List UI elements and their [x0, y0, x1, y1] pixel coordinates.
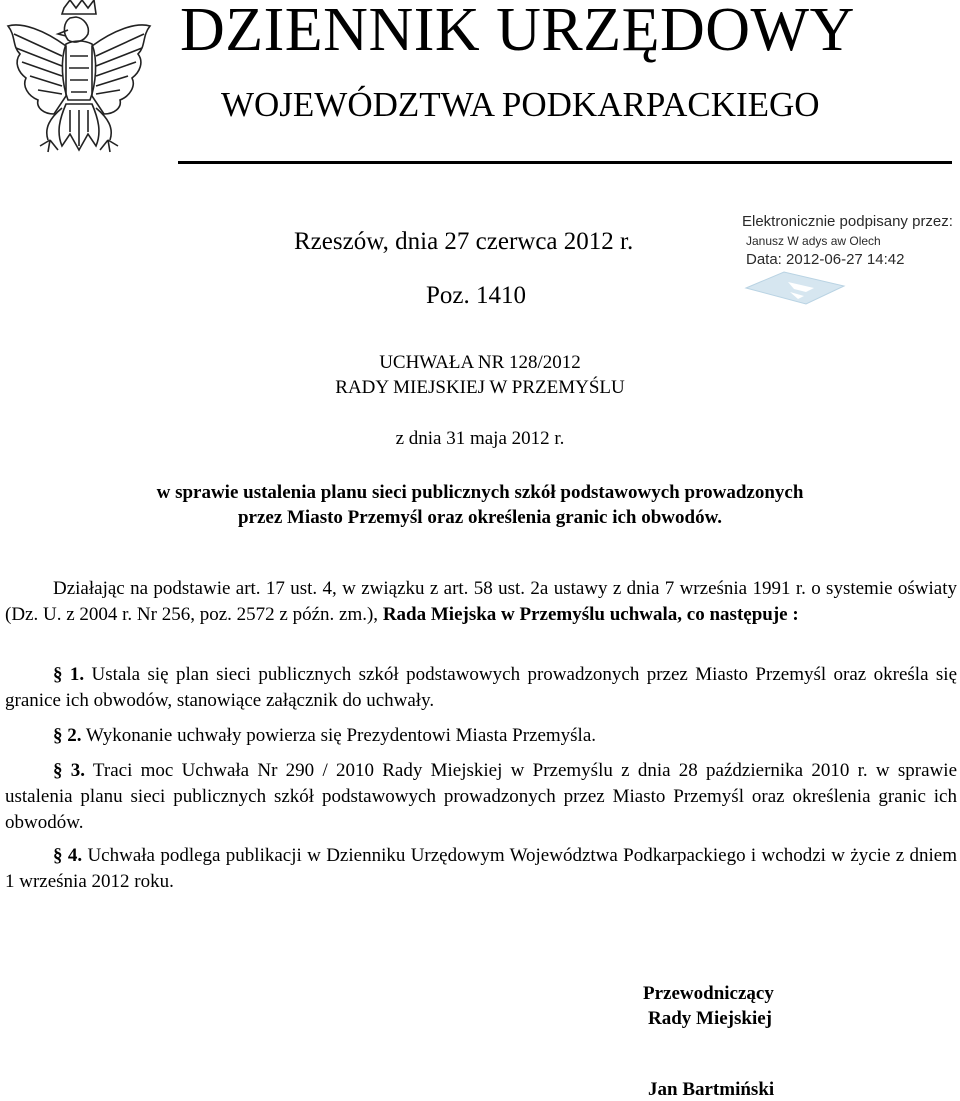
resolution-subject-line2: przez Miasto Przemyśl oraz określenia granic ich obwodów.	[237, 507, 723, 528]
place-date: Rzeszów, dnia 27 czerwca 2012 r.	[294, 228, 634, 255]
resolution-date: z dnia 31 maja 2012 r.	[395, 428, 565, 449]
preamble-enactment: Rada Miejska w Przemyślu uchwala, co następuje :	[382, 604, 799, 625]
journal-subtitle: WOJEWÓDZTWA PODKARPACKIEGO	[221, 85, 820, 124]
section-text: Ustala się plan sieci publicznych szkół podstawowych prowadzonych przez Miasto Przemyśl oraz określa się granice ich obwodów, stanowiące załącznik do uchwały.	[5, 664, 958, 711]
section-number: § 2.	[53, 725, 82, 746]
resolution-council: RADY MIEJSKIEJ W PRZEMYŚLU	[335, 377, 625, 398]
section-text: Traci moc Uchwała Nr 290 / 2010 Rady Miejskiej w Przemyślu z dnia 28 października 2010 r. w sprawie ustalenia planu sieci publicznych szkół podstawowych prowadzonych przez Miasto Przemyśl oraz określenia granic ich obwodów.	[5, 760, 958, 833]
journal-title: DZIENNIK URZĘDOWY	[180, 0, 855, 64]
header-divider	[178, 161, 952, 164]
polish-eagle-emblem-icon	[4, 0, 154, 165]
signatory-council: Rady Miejskiej	[648, 1008, 773, 1029]
preamble	[5, 576, 957, 628]
section-text: Uchwała podlega publikacji w Dzienniku Urzędowym Województwa Podkarpackiego i wchodzi w życie z dniem 1 września 2012 roku.	[5, 845, 958, 892]
section-number: § 4.	[53, 845, 83, 866]
preamble-text: Działając na podstawie art. 17 ust. 4, w związku z art. 58 ust. 2a ustawy z dnia 7 września 1991 r. o systemie oświaty (Dz. U. z 2004 r. Nr 256, poz. 2572 z późn. zm.),	[5, 578, 957, 625]
signature-date: Data: 2012-06-27 14:42	[746, 251, 905, 268]
signatory-name: Jan Bartmiński	[648, 1079, 775, 1100]
electronic-signature-block	[742, 213, 960, 268]
section-text: Wykonanie uchwały powierza się Prezydentowi Miasta Przemyśla.	[81, 725, 597, 746]
section-number: § 3.	[53, 760, 86, 781]
position-number: Poz. 1410	[426, 282, 526, 309]
section-4	[5, 843, 957, 895]
resolution-subject-line1: w sprawie ustalenia planu sieci publicznych szkół podstawowych prowadzonych	[156, 482, 804, 503]
section-3	[5, 758, 957, 836]
section-2	[5, 723, 957, 749]
signature-signer: Janusz W adys aw Olech	[746, 234, 881, 248]
signatory-role: Przewodniczący	[643, 983, 774, 1004]
signature-label: Elektronicznie podpisany przez:	[742, 213, 953, 230]
section-1	[5, 662, 957, 714]
section-number: § 1.	[53, 664, 85, 685]
signature-seal-icon	[744, 268, 850, 310]
resolution-title: UCHWAŁA NR 128/2012	[379, 352, 581, 373]
